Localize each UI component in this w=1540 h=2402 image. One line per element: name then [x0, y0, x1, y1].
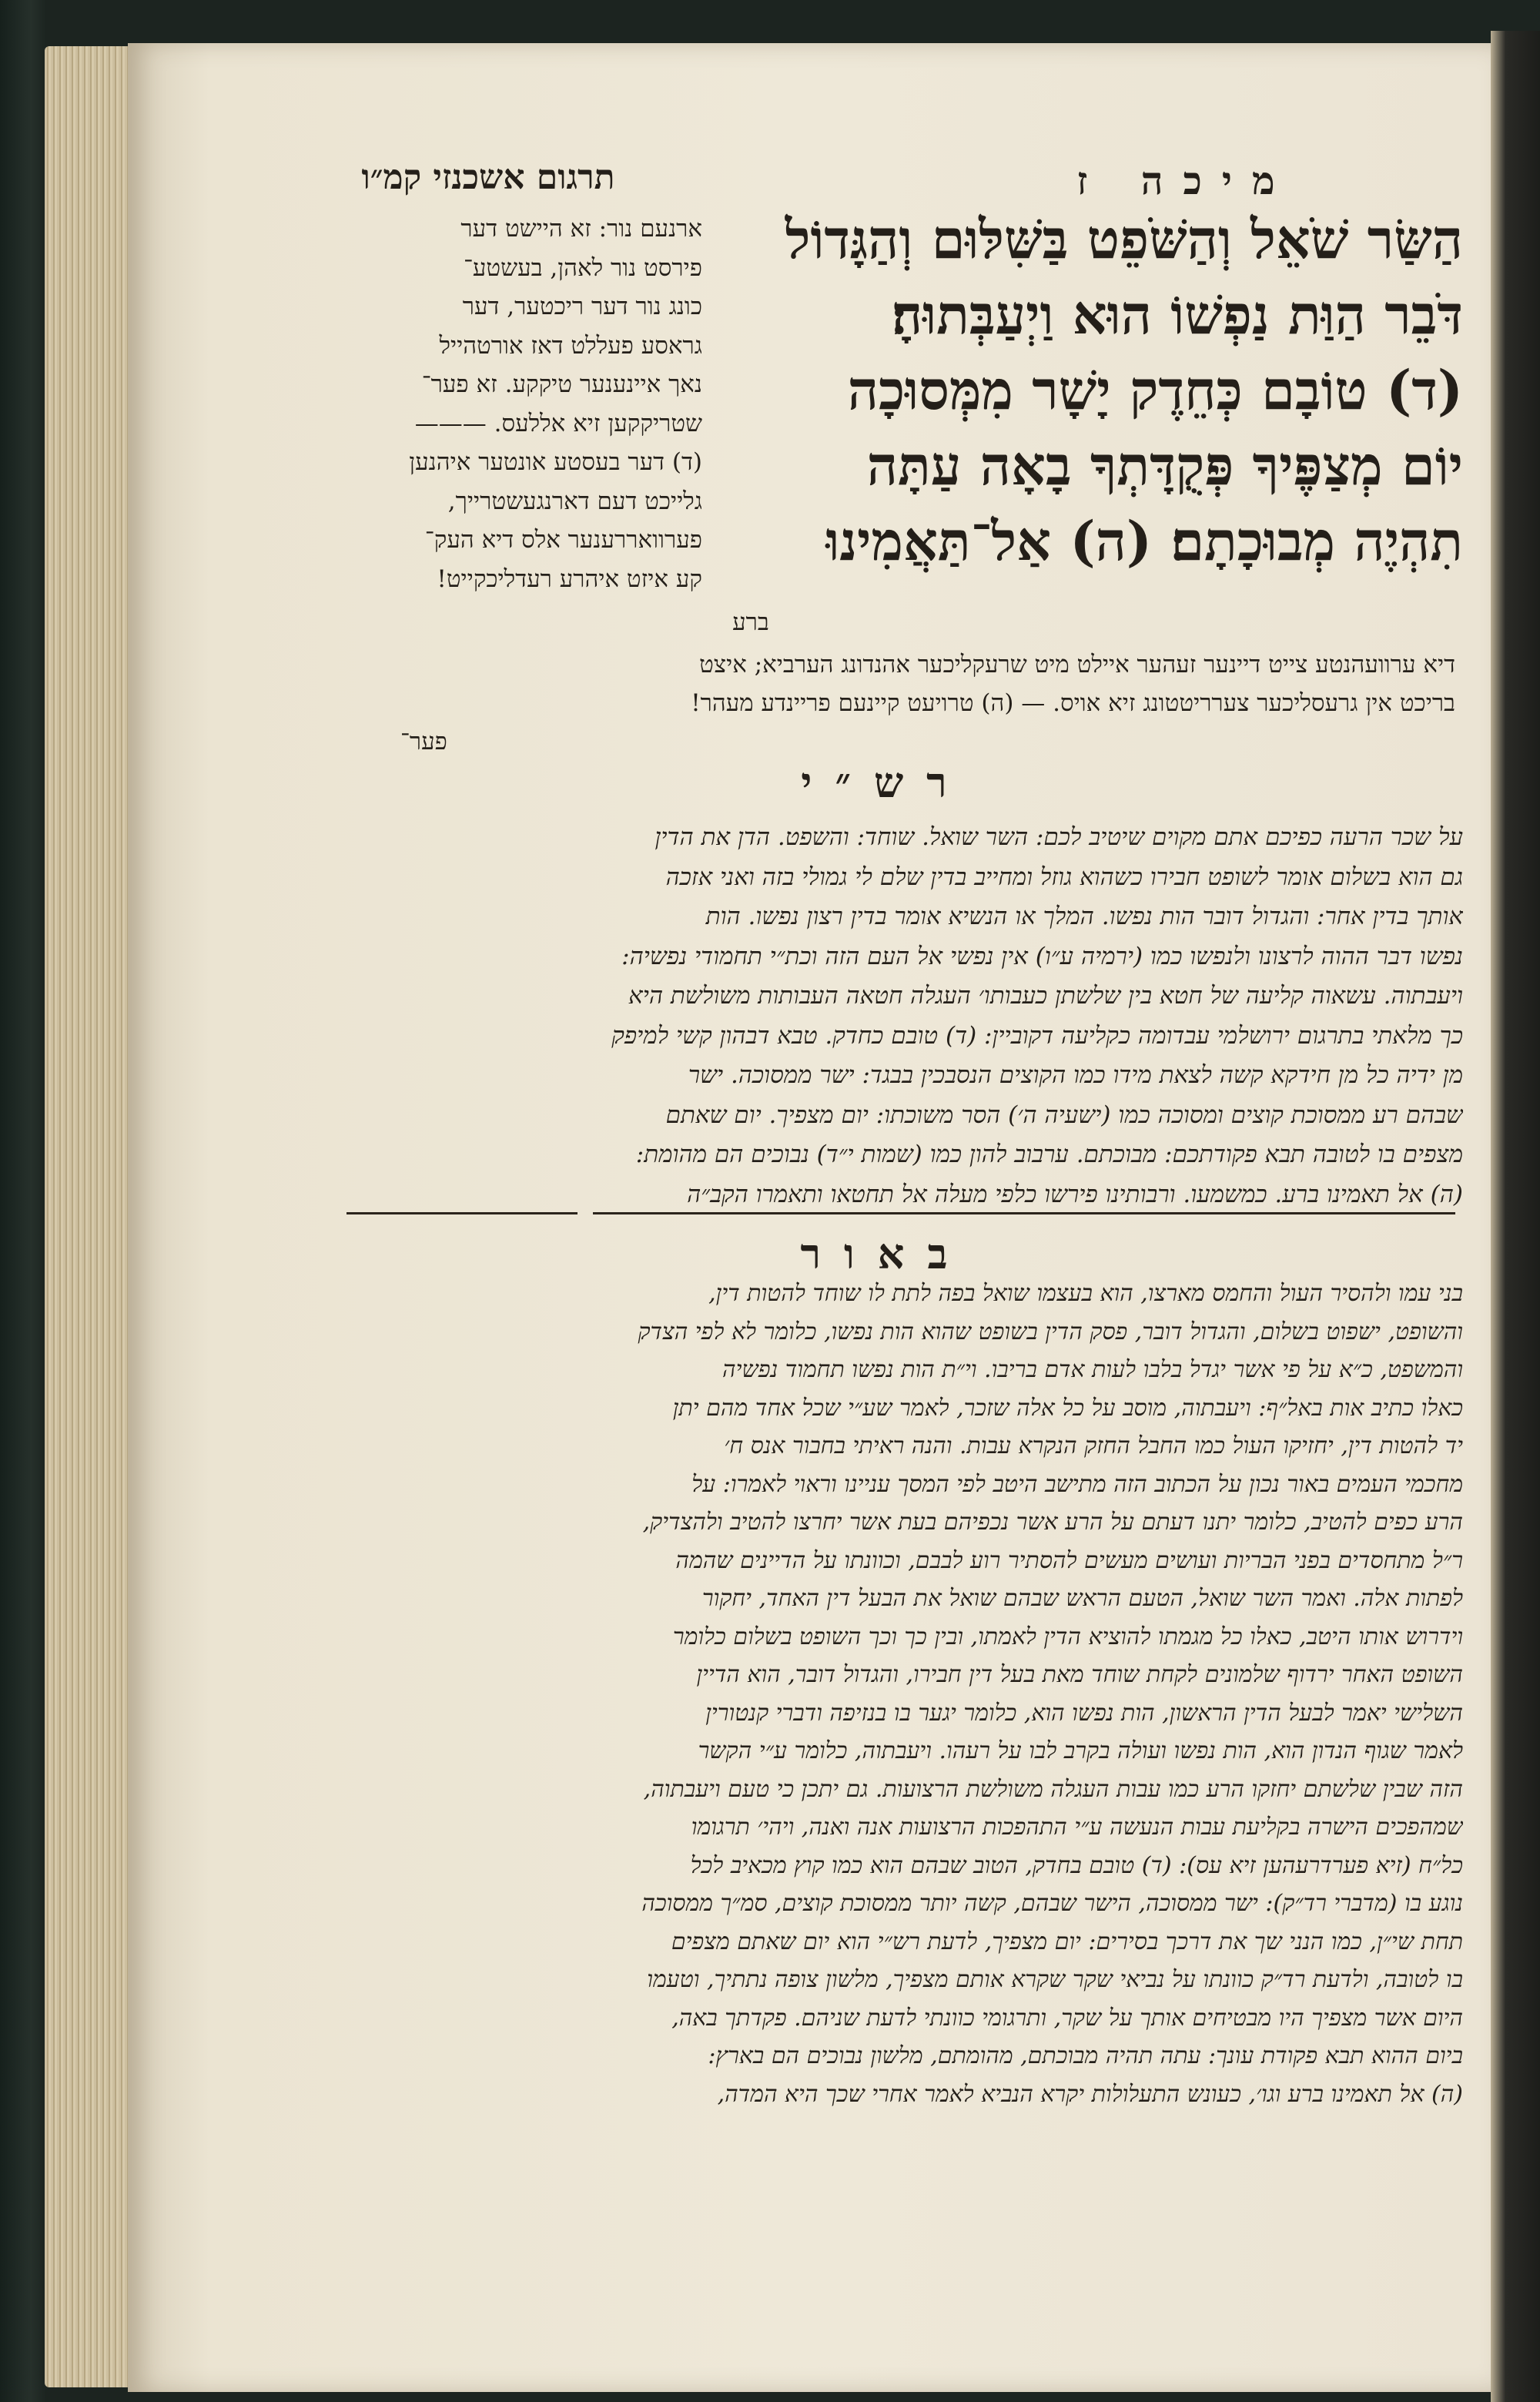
biur-line: כל״ח (זיא פערדרעהען זיא עס): (ד) טובם בחדק, הטוב שבהם הוא כמו קוץ מכאיב לכל [690, 1851, 1463, 1879]
rashi-heading: רש״י [801, 758, 970, 807]
biur-line: בו לטובה, ולדעת רד״ק כוונתו על נביאי שקר שקרא אותם מצפיך, מלשון צופה נתתיך, וטעמו [647, 1966, 1463, 1993]
biur-line: לפתות אלה. ואמר השר שואל, הטעם הראש שבהם שואל את הבעל דין האחד, יחקור [701, 1585, 1463, 1612]
rashi-line: נפשו דבר ההוה לרצונו ולנפשו כמו (ירמיה ע״ו) אין נפשי אל העם הזה וכת״י תחמודי נפשיה: [621, 942, 1463, 970]
verse-text-block [724, 202, 1463, 579]
running-head-book: מיכה ז [1076, 158, 1295, 203]
biur-line: ביום ההוא תבא פקודת עונך: עתה תהיה מבוכתם, מהומתם, מלשון נבוכים הם בארץ: [708, 2042, 1463, 2069]
translation-line: גלייכט דעם דארנגעשטרייך, [447, 487, 702, 515]
section-divider-right [593, 1212, 1455, 1214]
biur-commentary [339, 1275, 1463, 2113]
biur-line: יד להטות דין, יחזיקו העול כמו החבל החזק הנקרא עבות. והנה ראיתי בחבור אנס ח׳ [724, 1432, 1463, 1459]
translation-line: כונג נור דער ריכטער, דער [462, 293, 702, 320]
translation-line: ארנעם נור: זא היישט דער [460, 215, 702, 243]
verse-line: (ד) טוֹבָם כְּחֵדֶק יָשָׁר מִמְּסוּכָה [847, 358, 1463, 422]
biur-line: הזה שבין שלשתם יחזקו הרע כמו עבות העגלה משולשת הרצועות. גם יתכן כי טעם ויעבתוה, [643, 1775, 1463, 1803]
biur-line: תחת שי״ן, כמו הנני שך את דרכך בסירים: יום מצפיך, לדעת רש״י הוא יום שאתם מצפים [671, 1928, 1463, 1955]
rashi-commentary [339, 818, 1463, 1214]
verse-catchword: ברע [732, 608, 769, 636]
translation-line: קע איזט איהרע רעדליכקייט! [437, 564, 702, 593]
biur-line: והמשפט, כ״א על פי אשר יגדל בלבו לעות אדם בריבו. וי״ת הות נפשו תחמוד נפשיה [722, 1356, 1463, 1383]
translation-line: שטריקקען זיא אללעס. ——— [414, 409, 702, 437]
biur-line: היום אשר מצפיך היו מבטיחים אותך על שקר, ותרגומי כוונתי לדעת שניהם. פקדתך באה, [671, 2004, 1463, 2032]
rashi-line: על שכר הרעה כפיכם אתם מקוים שיטיב לכם: השר שואל. שוחד: והשפט. הדן את הדין [654, 823, 1463, 851]
biur-line: נוגע בו (מדברי רד״ק): ישר ממסוכה, הישר שבהם, קשה יותר ממסוכת קוצים, סמ״ך ממסוכה [641, 1890, 1463, 1917]
rashi-line: מן ידיה כל מן חידקא קשה לצאת מידו כמו הקוצים הנסבכין בבגד: ישר ממסוכה. ישר [688, 1061, 1463, 1089]
biur-line: וידרוש אותו היטב, כאלו כל מגמתו להוציא הדין לאמתו, ובין כך וכך השופט בשלום כלומר [672, 1623, 1463, 1650]
rashi-line: ויעבתוה. עשאוה קליעה של חטא בין שלשתן כעבותו׳ העגלה חטאה העבותות משולשת היא [628, 982, 1463, 1010]
biur-line: והשופט, ישפוט בשלום, והגדול דובר, פסק הדין בשופט שהוא הות נפשו, כלומר לא לפי הצדק [638, 1318, 1463, 1345]
biur-line: בני עמו ולהסיר העול והחמס מארצו, הוא בעצמו שואל בפה לתת לו שוחד להטות דין, [708, 1280, 1463, 1307]
translation-wide-line: דיא ערוועהנטע צייט דיינער זעהער איילט מיט שרעקליכער אהנדונג הערביא; איצט [699, 651, 1455, 678]
rashi-line: אותך בדין אחר: והגדול דובר הות נפשו. המלך או הנשיא אומר בדין רצון נפשו. הות [705, 903, 1463, 930]
translation-line: פערוואררענער אלס דיא העק־ [424, 526, 702, 554]
translation-line: נאך איינענער טיקקע. זא פער־ [421, 370, 702, 398]
rashi-line: כך מלאתי בתרגום ירושלמי עבדומה כקליעה דקוביין: (ד) טובם כחדק. טבא דבהון קשי למיפק [611, 1021, 1463, 1050]
translation-line: פירסט נור לאהן, בעשטע־ [463, 253, 702, 282]
section-divider-left [346, 1212, 578, 1214]
rashi-line: מצפים בו לטובה תבא פקודתכם: מבוכתם. ערבוב להון כמו (שמות י״ד) נבוכים הם מהומת: [635, 1141, 1463, 1168]
biur-line: השלישי יאמר לבעל הדין הראשון, הות נפשו הוא, כלומר יגער בו בנזיפה ודברי קנטורין [705, 1699, 1463, 1727]
biur-line: לאמר שגוף הנדון הוא, הות נפשו ועולה בקרב לבו על רעהו. ויעבתוה, כלומר ע״י הקשר [698, 1737, 1463, 1764]
verse-line: דֹּבֵר הַוַּת נַפְשׁוֹ הוּא וַיְעַבְּתוּהָ׃ [891, 283, 1463, 347]
biur-heading: באור [800, 1229, 971, 1278]
translation-column [317, 209, 702, 598]
translation-wide-block [316, 645, 1455, 761]
rashi-line: (ה) אל תאמינו ברע. כמשמעו. ורבותינו פירשו כלפי מעלה אל תחטאו ותאמרו הקב״ה [687, 1180, 1463, 1208]
translation-line: (ד) דער בעסטע אונטער איהנען [409, 448, 702, 476]
page-stack-edge [45, 46, 136, 2387]
facing-page-edge [1491, 31, 1540, 2402]
rashi-line: שבהם רע ממסוכת קוצים ומסוכה כמו (ישעיה ה׳) הסר משוכתו: יום מצפיך. יום שאתם [665, 1100, 1463, 1129]
verse-line: יוֹם מְצַפֶּיךָ פְּקֻדָּתְךָ בָאָה עַתָּה [866, 434, 1463, 497]
translation-catchword: פער־ [400, 728, 447, 755]
rashi-line: גם הוא בשלום אומר לשופט חבירו כשהוא גוזל ומחייב בדין שלם לי גמולי בזה ואני אזכה [665, 863, 1463, 891]
biur-line: שמהפכים הישרה בקליעת עבות הנעשה ע״י התהפכות הרצועות אנה ואנה, ויהי׳ תרגומו [691, 1814, 1463, 1841]
verse-line: הַשַּׂר שֹׁאֵל וְהַשֹּׁפֵט בַּשִּׁלּוּם וְהַגָּדוֹל [785, 207, 1463, 271]
translation-wide-line: בריכט אין גרעסליכער צערריטטונג זיא אויס. — (ה) טרויעט קיינעם פריינדע מעהר! [691, 689, 1455, 717]
biur-line: השופט האחר ירדוף שלמונים לקחת שוחד מאת בעל דין חבירו, והגדול דובר, הוא הדיין [696, 1661, 1463, 1688]
verse-line: תִהְיֶה מְבוּכָתָם׃ (ה) אַל־תַּאֲמִינוּ [825, 509, 1463, 573]
biur-line: כאלו כתיב אות באל״ף: ויעבתוה, מוסב על כל אלה שזכר, לאמר שע״י שכל אחד מהם יתן [672, 1394, 1463, 1422]
biur-line: הרע כפים להטיב, כלומר יתנו דעתם על הרע אשר נכפיהם בעת אשר יחרצו להטיב ולהצדיק, [642, 1509, 1463, 1536]
biur-line: ר״ל מתחסדים בפני הבריות ועושים מעשים להסתיר רוע לבבם, וכוונתו על הדיינים שהמה [675, 1546, 1463, 1574]
running-head-translation: תרגום אשכנזי קמ״ו [361, 158, 615, 197]
translation-line: גראסע פעללט דאז אורטהייל [439, 331, 702, 360]
biur-line: (ה) אל תאמינו ברע וגו׳, כעונש התעלולות יקרא הנביא לאמר אחרי שכך היא המדה, [717, 2080, 1463, 2108]
biur-line: מחכמי העמים באור נכון על הכתוב הזה מתישב היטב לפי המסך עניינו וראוי לאמרו: על [691, 1470, 1463, 1498]
